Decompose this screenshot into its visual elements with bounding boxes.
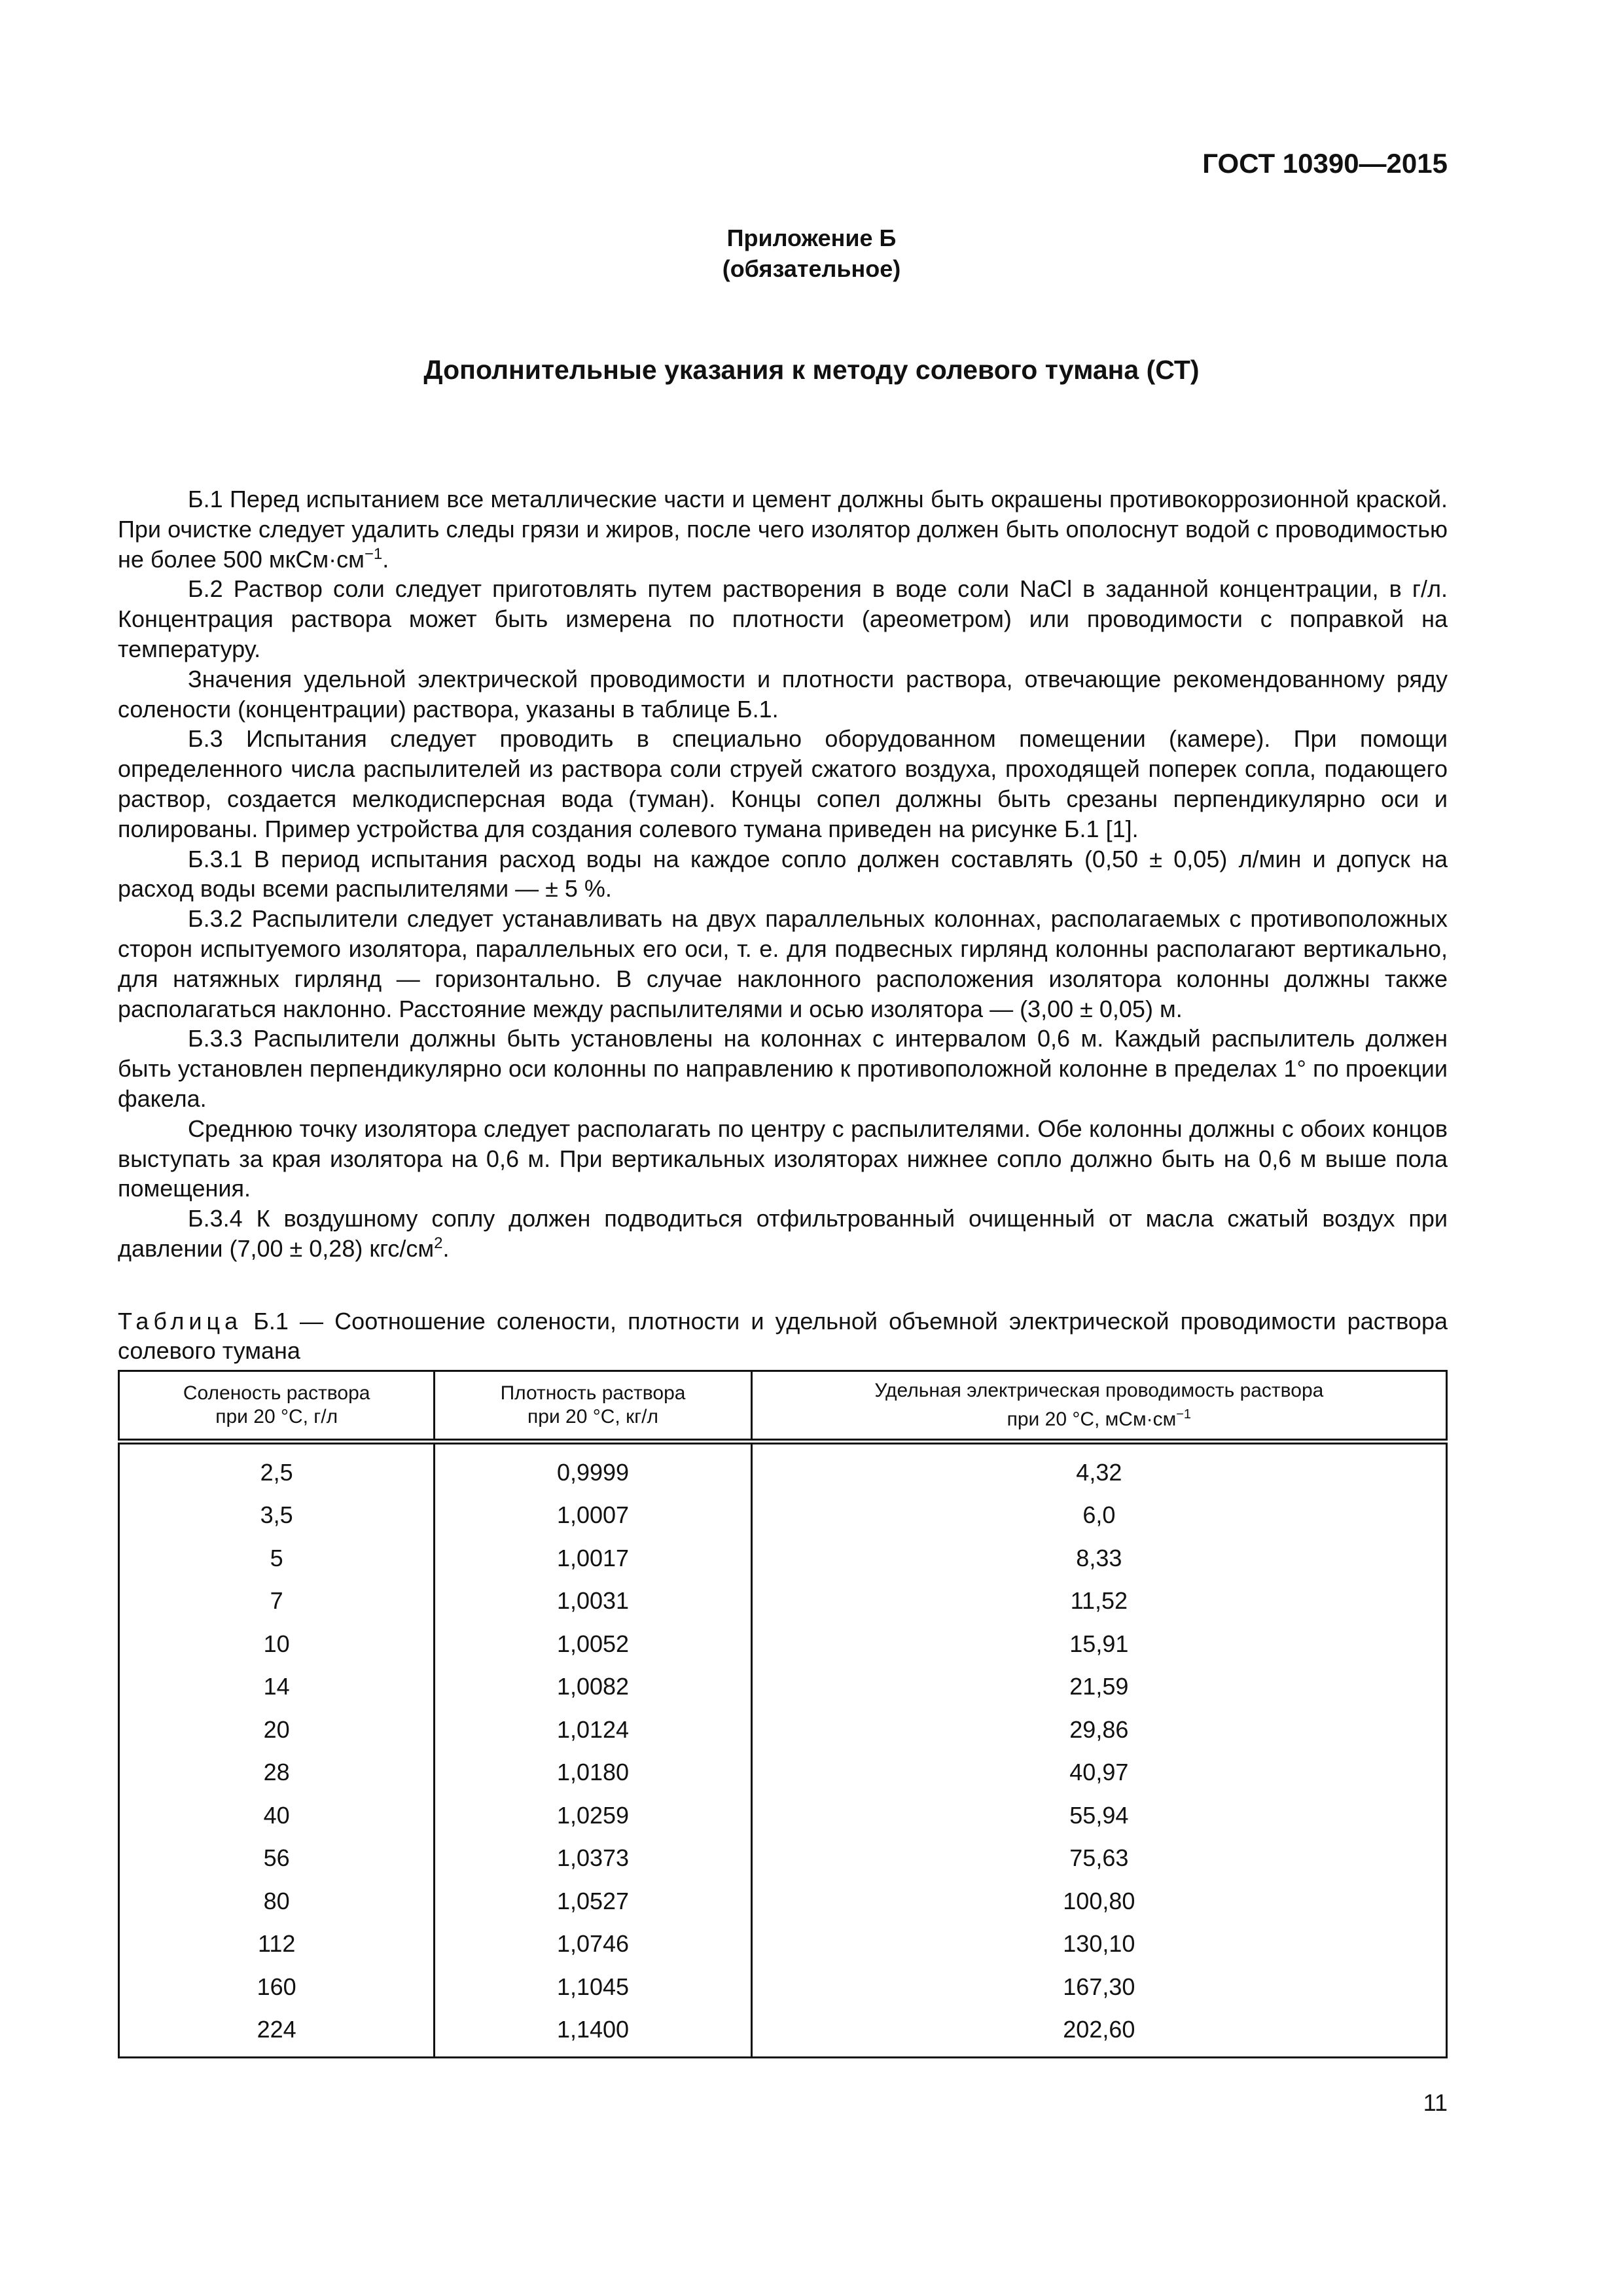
- cell-density: 1,0259: [435, 1794, 751, 1837]
- table-row: [119, 2009, 1447, 2058]
- cell-density: 1,0031: [435, 1580, 751, 1623]
- cell-conductivity: 100,80: [751, 1880, 1446, 1923]
- paragraph-b2-values: Значения удельной электрической проводимости и плотности раствора, отвечающие рекомендованному ряду солености (концентрации) раствора, указаны в таблице Б.1.: [118, 665, 1448, 723]
- cell-salinity: 40: [119, 1794, 435, 1837]
- cell-density: 1,0017: [435, 1537, 751, 1580]
- document-code-header: ГОСТ 10390—2015: [1202, 148, 1448, 179]
- cell-conductivity: 40,97: [751, 1751, 1446, 1795]
- table-row: [119, 1923, 1447, 1966]
- cell-salinity: 160: [119, 1965, 435, 2009]
- cell-density: 1,0746: [435, 1923, 751, 1966]
- table-row: [119, 1666, 1447, 1709]
- paragraph-b3-4: Б.3.4 К воздушному соплу должен подводиться отфильтрованный очищенный от масла сжатый воздух при давлении (7,00 ± 0,28) кгс/$см^2$.: [118, 1205, 1448, 1262]
- cell-salinity: 7: [119, 1580, 435, 1623]
- table-row: [119, 1580, 1447, 1623]
- table-row: [119, 1751, 1447, 1795]
- cell-salinity: 80: [119, 1880, 435, 1923]
- paragraph-b3-3: Б.3.3 Распылители должны быть установлены на колоннах с интервалом 0,6 м. Каждый распылитель должен быть установлен перпендикулярно оси колонны по направлению к противоположной колонне в пределах 1° по проекции факела.: [118, 1025, 1448, 1112]
- cell-density: 1,0180: [435, 1751, 751, 1795]
- table-row: [119, 1708, 1447, 1751]
- cell-density: 0,9999: [435, 1442, 751, 1494]
- table-row: [119, 1965, 1447, 2009]
- cell-conductivity: 130,10: [751, 1923, 1446, 1966]
- paragraph-b3-3-midpoint: Среднюю точку изолятора следует располагать по центру с распылителями. Обе колонны должны с обоих концов выступать за края изолятора на 0,6 м. При вертикальных изоляторах нижнее сопло должно быть на 0,6 м выше пола помещения.: [118, 1115, 1448, 1202]
- cell-salinity: 14: [119, 1666, 435, 1709]
- body-text: [118, 484, 1448, 1264]
- paragraph-b2: Б.2 Раствор соли следует приготовлять путем растворения в воде соли NaCl в заданной концентрации, в г/л. Концентрация раствора может быть измерена по плотности (ареометром) или проводимости с поправкой на температуру.: [118, 575, 1448, 662]
- cell-conductivity: 21,59: [751, 1666, 1446, 1709]
- cell-conductivity: 8,33: [751, 1537, 1446, 1580]
- cell-conductivity: 202,60: [751, 2009, 1446, 2058]
- table-row: [119, 1837, 1447, 1880]
- cell-conductivity: 55,94: [751, 1794, 1446, 1837]
- cell-conductivity: 15,91: [751, 1623, 1446, 1666]
- cell-density: 1,0527: [435, 1880, 751, 1923]
- cell-density: 1,0124: [435, 1708, 751, 1751]
- cell-salinity: 5: [119, 1537, 435, 1580]
- cell-salinity: 224: [119, 2009, 435, 2058]
- cell-conductivity: 4,32: [751, 1442, 1446, 1494]
- header-density: Плотность раствора при 20 °С, кг/л: [435, 1371, 751, 1442]
- header-conductivity: Удельная электрическая проводимость раствора при 20 °С, $мСм\cdot см^{-1}$: [751, 1371, 1446, 1442]
- table-row: [119, 1537, 1447, 1580]
- paragraph-b3-2: Б.3.2 Распылители следует устанавливать на двух параллельных колоннах, располагаемых с противоположных сторон испытуемого изолятора, параллельных его оси, т. е. для подвесных гирлянд колонны располагают вертикально, для натяжных гирлянд — горизонтально. В случае наклонного расположения изолятора колонны должны также располагаться наклонно. Расстояние между распылителями и осью изолятора — (3,00 ± 0,05) м.: [118, 905, 1448, 1022]
- cell-conductivity: 167,30: [751, 1965, 1446, 2009]
- header-salinity: Соленость раствора при 20 °С, г/л: [119, 1371, 435, 1442]
- table-body: [119, 1442, 1447, 2058]
- cell-density: 1,0052: [435, 1623, 751, 1666]
- cell-conductivity: 6,0: [751, 1494, 1446, 1537]
- cell-conductivity: 11,52: [751, 1580, 1446, 1623]
- appendix-heading: [0, 223, 1623, 284]
- paragraph-b3-1: Б.3.1 В период испытания расход воды на каждое сопло должен составлять (0,50 ± 0,05) л/мин и допуск на расход воды всеми распылителями — ± 5 %.: [118, 845, 1448, 903]
- appendix-name: Приложение Б: [726, 224, 897, 251]
- cell-density: 1,1045: [435, 1965, 751, 2009]
- cell-density: 1,0082: [435, 1666, 751, 1709]
- table-caption-label: Таблица: [118, 1308, 243, 1335]
- cell-density: 1,0007: [435, 1494, 751, 1537]
- table-row: [119, 1494, 1447, 1537]
- cell-salinity: 10: [119, 1623, 435, 1666]
- cell-density: 1,0373: [435, 1837, 751, 1880]
- cell-salinity: 20: [119, 1708, 435, 1751]
- cell-density: 1,1400: [435, 2009, 751, 2058]
- cell-salinity: 56: [119, 1837, 435, 1880]
- appendix-status: (обязательное): [722, 255, 901, 282]
- table-row: [119, 1880, 1447, 1923]
- cell-salinity: 112: [119, 1923, 435, 1966]
- cell-conductivity: 29,86: [751, 1708, 1446, 1751]
- table-caption: [118, 1306, 1448, 1365]
- table-row: [119, 1623, 1447, 1666]
- section-title: Дополнительные указания к методу солевого тумана (СТ): [423, 355, 1200, 385]
- table-row: [119, 1794, 1447, 1837]
- table-header-row: [119, 1371, 1447, 1442]
- cell-conductivity: 75,63: [751, 1837, 1446, 1880]
- cell-salinity: 3,5: [119, 1494, 435, 1537]
- salinity-table: [118, 1370, 1448, 2058]
- table-row: [119, 1442, 1447, 1494]
- paragraph-b1: Б.1 Перед испытанием все металлические части и цемент должны быть окрашены противокоррозионной краской. При очистке следует удалить следы грязи и жиров, после чего изолятор должен быть ополоснут водой с проводимостью не более 500 $мкСм\cdot см^{-1}$.: [118, 486, 1448, 573]
- cell-salinity: 2,5: [119, 1442, 435, 1494]
- cell-salinity: 28: [119, 1751, 435, 1795]
- page-number: 11: [1423, 2089, 1448, 2116]
- table-caption-text: Б.1 — Соотношение солености, плотности и удельной объемной электрической проводимости раствора солевого тумана: [118, 1308, 1448, 1364]
- paragraph-b3: Б.3 Испытания следует проводить в специально оборудованном помещении (камере). При помощи определенного числа распылителей из раствора соли струей сжатого воздуха, проходящей поперек сопла, подающего раствор, создается мелкодисперсная вода (туман). Концы сопел должны быть срезаны перпендикулярно оси и полированы. Пример устройства для создания солевого тумана приведен на рисунке Б.1 [1].: [118, 725, 1448, 842]
